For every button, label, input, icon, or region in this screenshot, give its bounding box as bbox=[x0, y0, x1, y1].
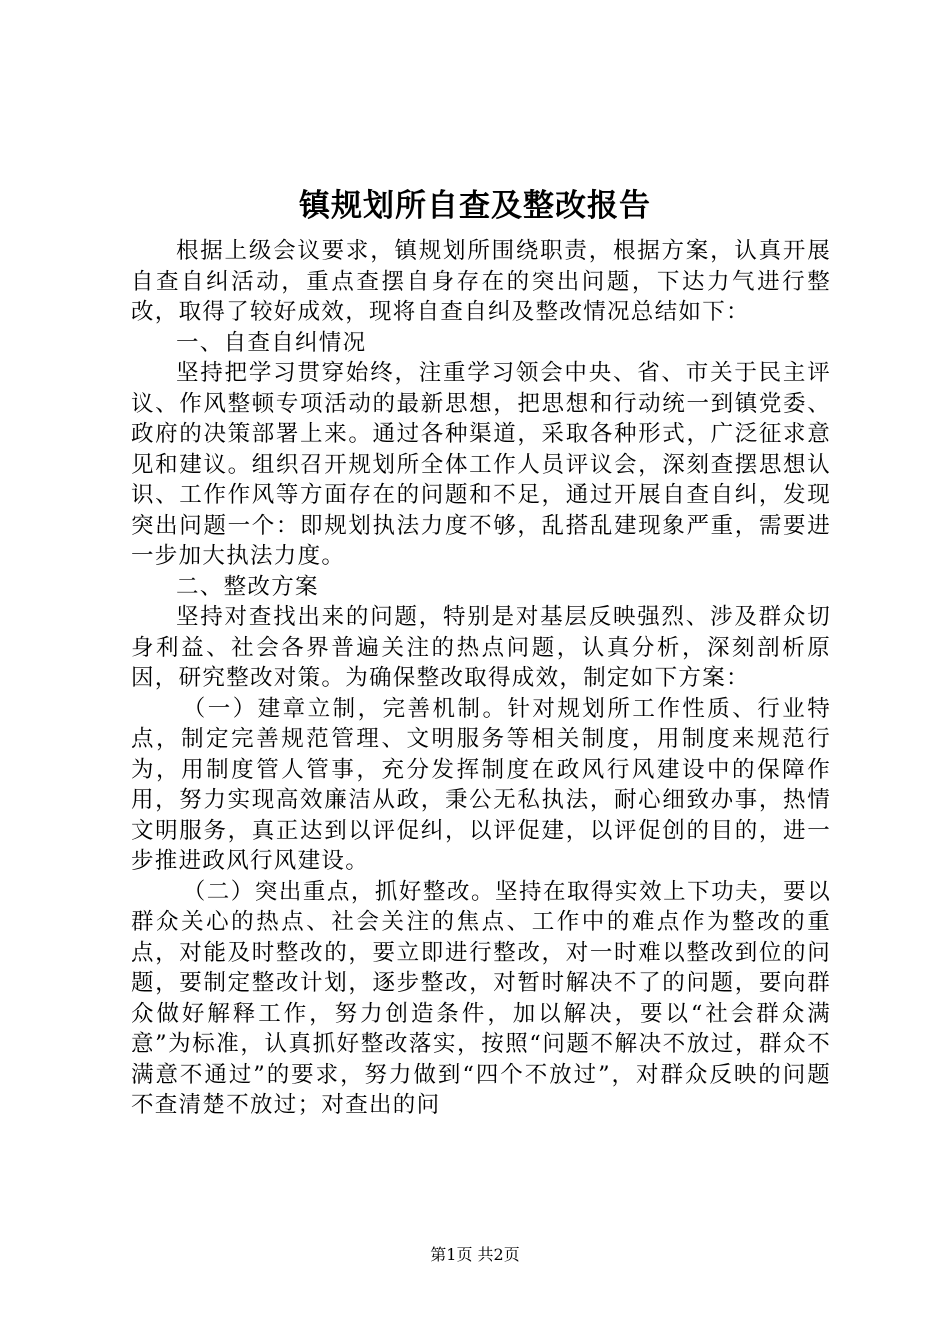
page-footer: 第1页 共2页 bbox=[430, 1245, 520, 1264]
section-heading-self-check: 一、自查自纠情况 bbox=[176, 329, 367, 356]
document-title: 镇规划所自查及整改报告 bbox=[299, 188, 651, 224]
section-heading-rectification-plan: 二、整改方案 bbox=[176, 573, 319, 600]
intro-paragraph: 根据上级会议要求，镇规划所围绕职责，根据方案，认真开展自查自纠活动，重点查摆自身存在的突出问题，下达力气进行整改，取得了较好成效，现将自查自纠及整改情况总结如下： bbox=[131, 238, 831, 325]
self-check-paragraph: 坚持把学习贯穿始终，注重学习领会中央、省、市关于民主评议、作风整顿专项活动的最新思想，把思想和行动统一到镇党委、政府的决策部署上来。通过各种渠道，采取各种形式，广泛征求意见和建议。组织召开规划所全体工作人员评议会，深刻查摆思想认识、工作作风等方面存在的问题和不足，通过开展自查自纠，发现突出问题一个：即规划执法力度不够，乱搭乱建现象严重，需要进一步加大执法力度。 bbox=[131, 360, 831, 569]
rectification-plan-paragraph: 坚持对查找出来的问题，特别是对基层反映强烈、涉及群众切身利益、社会各界普遍关注的热点问题，认真分析，深刻剖析原因，研究整改对策。为确保整改取得成效，制定如下方案： bbox=[131, 604, 831, 691]
plan-item-two-paragraph: （二）突出重点，抓好整改。坚持在取得实效上下功夫，要以群众关心的热点、社会关注的焦点、工作中的难点作为整改的重点，对能及时整改的，要立即进行整改，对一时难以整改到位的问题，要制定整改计划，逐步整改，对暂时解决不了的问题，要向群众做好解释工作，努力创造条件，加以解决，要以“社会群众满意”为标准，认真抓好整改落实，按照“问题不解决不放过，群众不满意不通过”的要求，努力做到“四个不放过”，对群众反映的问题不查清楚不放过；对查出的问 bbox=[131, 878, 831, 1118]
document-body bbox=[131, 236, 831, 1121]
plan-item-one-paragraph: （一）建章立制，完善机制。针对规划所工作性质、行业特点，制定完善规范管理、文明服务等相关制度，用制度来规范行为，用制度管人管事，充分发挥制度在政风行风建设中的保障作用，努力实现高效廉洁从政，秉公无私执法，耐心细致办事，热情文明服务，真正达到以评促纠，以评促建，以评促创的目的，进一步推进政风行风建设。 bbox=[131, 695, 831, 874]
